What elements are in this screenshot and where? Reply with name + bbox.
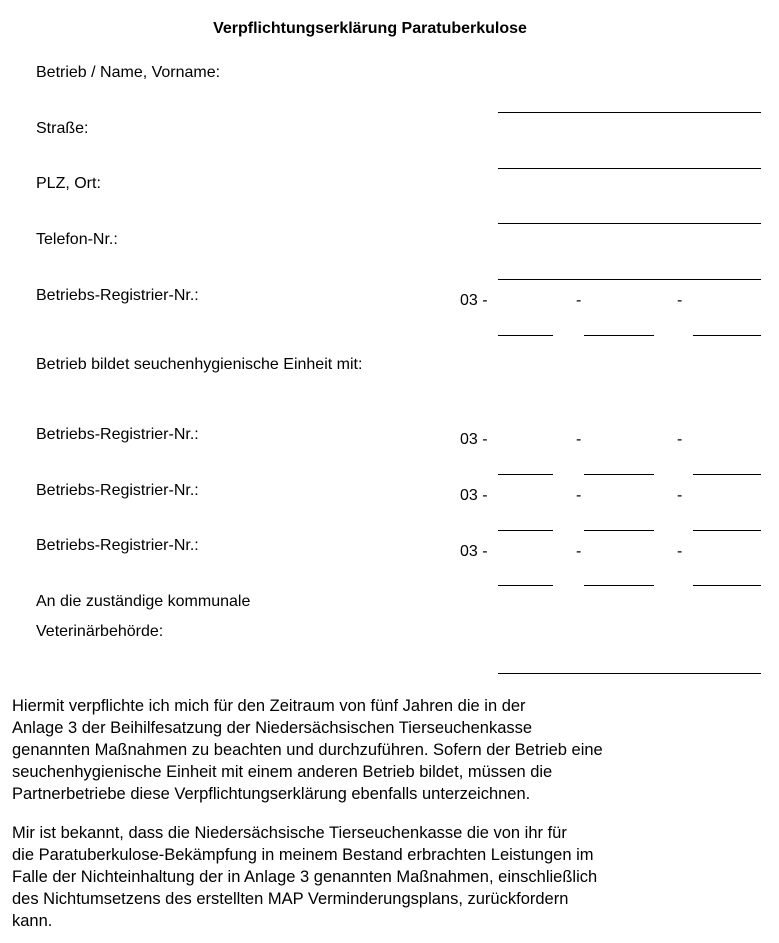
label-telefon: Telefon-Nr.: <box>36 231 118 248</box>
label-behoerde-line2: Veterinärbehörde: <box>36 623 164 640</box>
form-title: Verpflichtungserklärung Paratuberkulose <box>213 20 527 37</box>
field-registrier-einheit-3-part3[interactable] <box>693 585 761 586</box>
registrier-sep: - <box>576 431 582 448</box>
field-betrieb-name[interactable] <box>498 112 761 113</box>
field-telefon[interactable] <box>498 279 761 280</box>
field-registrier-einheit-3-part1[interactable] <box>498 585 553 586</box>
field-registrier-einheit-1-part1[interactable] <box>498 474 553 475</box>
registrier-sep: - <box>677 487 683 504</box>
registrier-sep: - <box>677 292 683 309</box>
field-registrier-einheit-1-part3[interactable] <box>693 474 761 475</box>
field-registrier-main-part1[interactable] <box>498 335 553 336</box>
field-registrier-main-part3[interactable] <box>693 335 761 336</box>
field-plz-ort[interactable] <box>498 223 761 224</box>
field-registrier-einheit-2-part1[interactable] <box>498 530 553 531</box>
registrier-prefix: 03 - <box>460 543 488 560</box>
label-betrieb-name: Betrieb / Name, Vorname: <box>36 64 221 81</box>
label-einheit: Betrieb bildet seuchenhygienische Einheit mit: <box>36 356 363 373</box>
registrier-sep: - <box>677 543 683 560</box>
label-registrier-einheit-2: Betriebs-Registrier-Nr.: <box>36 482 199 499</box>
paragraph-rueckforderung: Mir ist bekannt, dass die Niedersächsische Tierseuchenkasse die von ihr für die Paratuberkulose-Bekämpfung in meinem Bestand erbrachten Leistungen im Falle der Nichteinhaltung der in Anlage 3 genannten Maßnahmen, einschließlich des Nichtumsetzens des erstellten MAP Verminderungsplans, zurückfordern kann. <box>12 824 598 930</box>
registrier-sep: - <box>576 487 582 504</box>
field-registrier-einheit-3-part2[interactable] <box>584 585 654 586</box>
label-registrier-einheit-3: Betriebs-Registrier-Nr.: <box>36 537 199 554</box>
label-behoerde-line1: An die zuständige kommunale <box>36 593 251 610</box>
label-plz-ort: PLZ, Ort: <box>36 175 101 192</box>
paragraph-verpflichtung: Hiermit verpflichte ich mich für den Zeitraum von fünf Jahren die in der Anlage 3 der Beihilfesatzung der Niedersächsischen Tierseuchenkasse genannten Maßnahmen zu beachten und durchzuführen. Sofern der Betrieb eine seuchenhygienische Einheit mit einem anderen Betrieb bildet, müssen die Partnerbetriebe diese Verpflichtungserklärung ebenfalls unterzeichnen. <box>12 697 603 803</box>
label-strasse: Straße: <box>36 120 89 137</box>
field-behoerde[interactable] <box>498 673 761 674</box>
field-registrier-main-part2[interactable] <box>584 335 654 336</box>
registrier-sep: - <box>677 431 683 448</box>
field-strasse[interactable] <box>498 168 761 169</box>
registrier-sep: - <box>576 292 582 309</box>
field-registrier-einheit-1-part2[interactable] <box>584 474 654 475</box>
label-registrier-einheit-1: Betriebs-Registrier-Nr.: <box>36 426 199 443</box>
registrier-prefix: 03 - <box>460 292 488 309</box>
registrier-prefix: 03 - <box>460 431 488 448</box>
field-registrier-einheit-2-part3[interactable] <box>693 530 761 531</box>
label-registrier-main: Betriebs-Registrier-Nr.: <box>36 287 199 304</box>
registrier-prefix: 03 - <box>460 487 488 504</box>
field-registrier-einheit-2-part2[interactable] <box>584 530 654 531</box>
registrier-sep: - <box>576 543 582 560</box>
